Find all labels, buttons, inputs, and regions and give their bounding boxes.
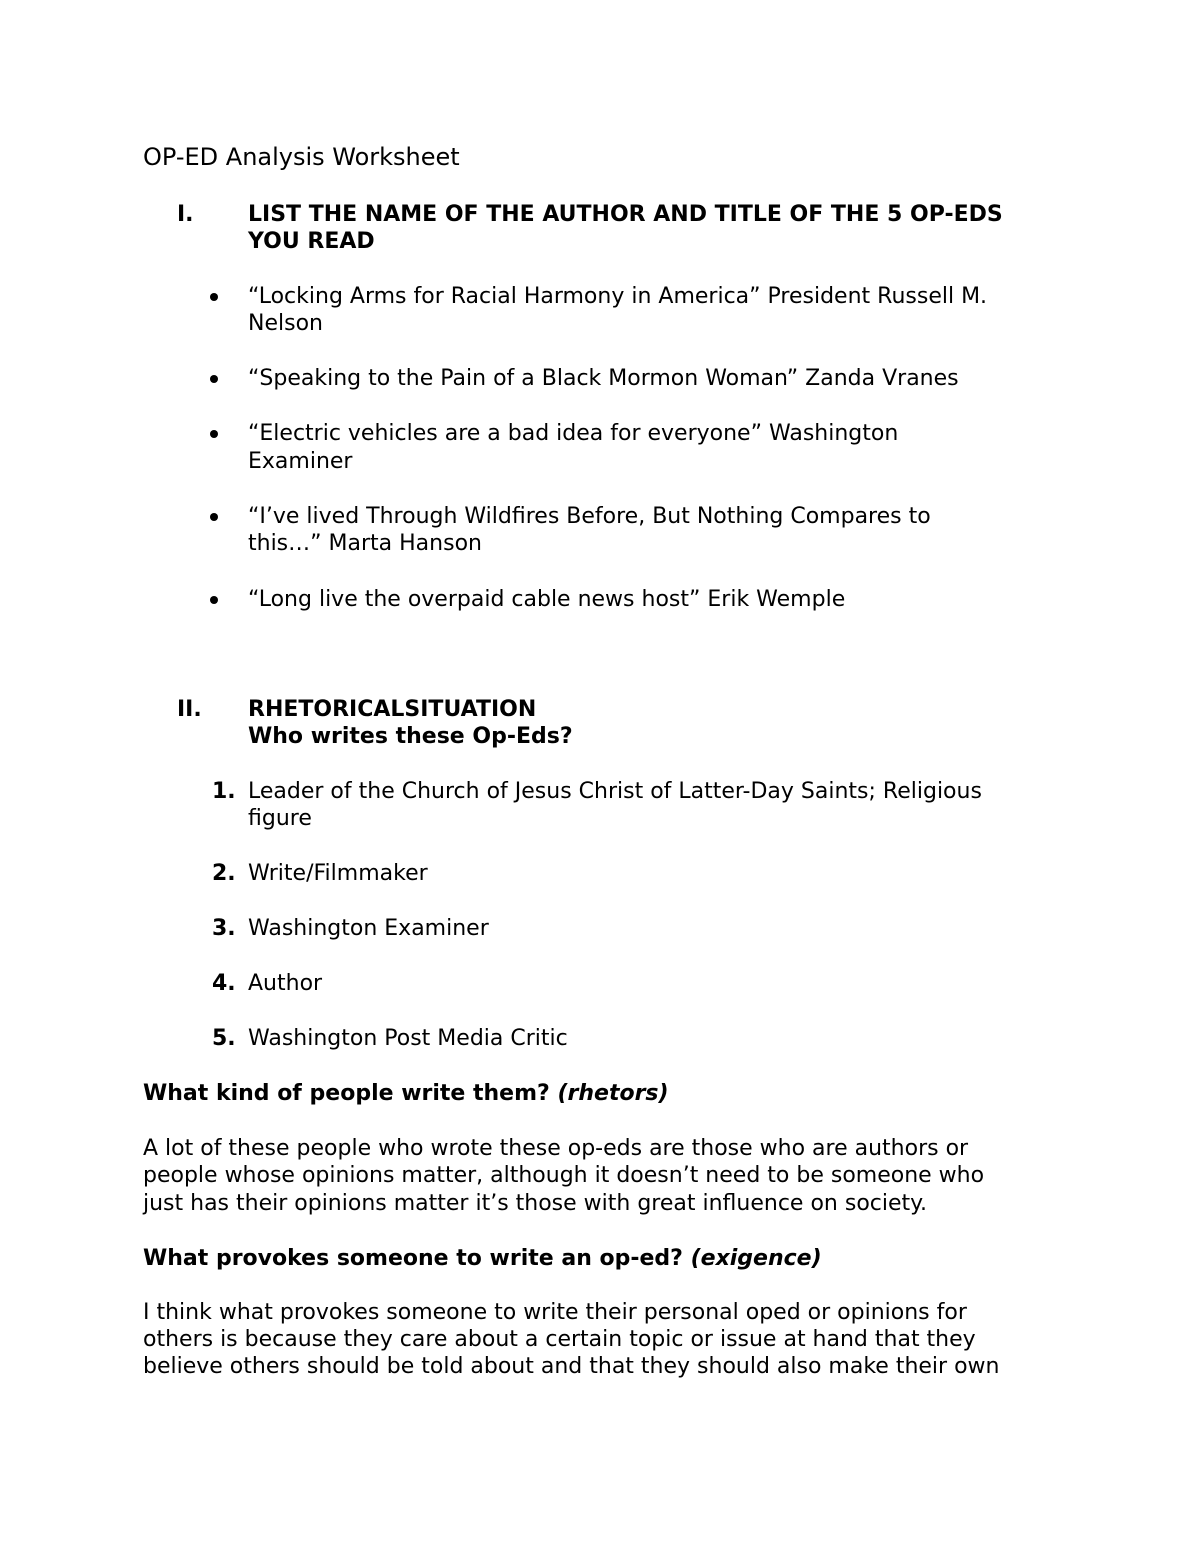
question-text: What kind of people write them? (143, 1081, 558, 1106)
question-tag: (exigence) (690, 1246, 822, 1271)
list-item: Author (248, 971, 323, 996)
list-item: “Long live the overpaid cable news host” Erik Wemple (248, 587, 846, 612)
question-exigence (143, 1245, 822, 1272)
list-number: 2. (212, 861, 236, 886)
answer-line: others is because they care about a certain topic or issue at hand that they (143, 1327, 976, 1352)
list-item: “I’ve lived Through Wildfires Before, But Nothing Compares to (248, 504, 931, 529)
bullet-icon (210, 430, 218, 438)
question-text: What provokes someone to write an op-ed? (143, 1246, 691, 1271)
answer-line: people whose opinions matter, although it doesn’t need to be someone who (143, 1163, 985, 1188)
section-2-numeral: II. (177, 697, 202, 722)
bullet-icon (210, 596, 218, 604)
bullet-icon (210, 513, 218, 521)
list-item: “Electric vehicles are a bad idea for everyone” Washington (248, 421, 899, 446)
question-rhetors (143, 1080, 669, 1107)
bullet-icon (210, 375, 218, 383)
list-item: Washington Post Media Critic (248, 1026, 568, 1051)
list-item: “Speaking to the Pain of a Black Mormon Woman” Zanda Vranes (248, 366, 959, 391)
list-item-cont: Nelson (248, 311, 323, 336)
list-item-cont: Examiner (248, 449, 353, 474)
list-item-cont: this…” Marta Hanson (248, 531, 482, 556)
bullet-icon (210, 293, 218, 301)
list-item: “Locking Arms for Racial Harmony in America” President Russell M. (248, 284, 988, 309)
section-2-heading: RHETORICALSITUATION (248, 697, 537, 722)
list-item-cont: figure (248, 806, 312, 831)
section-2-subheading: Who writes these Op-Eds? (248, 724, 573, 749)
list-number: 3. (212, 916, 236, 941)
section-1-heading: LIST THE NAME OF THE AUTHOR AND TITLE OF THE 5 OP-EDS (248, 202, 1003, 227)
list-number: 4. (212, 971, 236, 996)
list-number: 5. (212, 1026, 236, 1051)
answer-line: just has their opinions matter it’s those with great influence on society. (143, 1191, 928, 1216)
question-tag: (rhetors) (557, 1081, 669, 1106)
list-item: Washington Examiner (248, 916, 489, 941)
answer-line: believe others should be told about and that they should also make their own (143, 1354, 1000, 1379)
list-item: Write/Filmmaker (248, 861, 428, 886)
answer-line: A lot of these people who wrote these op-eds are those who are authors or (143, 1136, 969, 1161)
section-1-heading-cont: YOU READ (248, 229, 375, 254)
answer-line: I think what provokes someone to write their personal oped or opinions for (143, 1300, 967, 1325)
page-title: OP-ED Analysis Worksheet (143, 143, 460, 171)
section-1-numeral: I. (177, 202, 194, 227)
list-number: 1. (212, 779, 236, 804)
list-item: Leader of the Church of Jesus Christ of Latter-Day Saints; Religious (248, 779, 982, 804)
